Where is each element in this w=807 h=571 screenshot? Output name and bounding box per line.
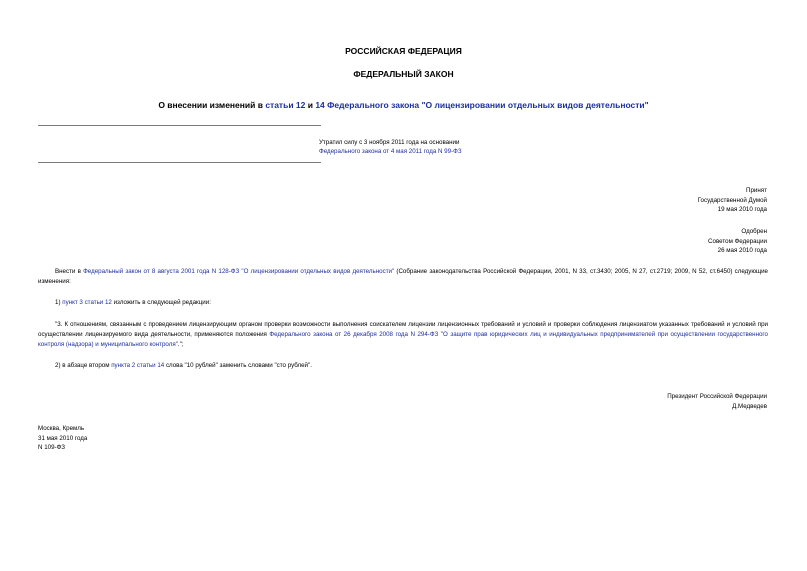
item-1-text: изложить в следующей редакции:: [111, 299, 211, 306]
top-divider: [38, 125, 321, 126]
country-heading: РОССИЙСКАЯ ФЕДЕРАЦИЯ: [345, 46, 462, 56]
doc-type-heading: ФЕДЕРАЛЬНЫЙ ЗАКОН: [353, 69, 454, 79]
repeal-notice: [319, 138, 462, 156]
adopted-label: Принят: [746, 187, 767, 194]
item-1-link[interactable]: пункт 3 статьи 12: [62, 299, 112, 306]
item-2-paragraph: [38, 361, 768, 371]
intro-suffix-text: (Собрание законодательства Российской Федерации, 2001, N 33, ст.3430; 2005, N 27, ст.2719; 2009, N 52, ст.6450) следующие изменения:: [38, 268, 769, 285]
quote-law-link[interactable]: Федерального закона от 26 декабря 2008 года N 294-ФЗ "О защите прав юридических лиц и индивидуальных предпринимателей при осуществлении государственного контроля (надзора) и муниципального контроля": [38, 330, 768, 348]
quote-paragraph: [38, 320, 768, 349]
title-link-article-14[interactable]: 14 Федерального закона "О лицензировании отдельных видов деятельности": [315, 100, 649, 110]
item-2-suffix: слова "10 рублей" заменить словами "сто рублей".: [164, 362, 312, 369]
title-text-1: О внесении изменений в: [158, 100, 266, 110]
approved-label: Одобрен: [741, 228, 767, 235]
signature-name: Д.Медведев: [732, 402, 767, 410]
approved-block: [708, 227, 767, 256]
item-1-number: 1): [55, 299, 63, 306]
approved-date: 26 мая 2010 года: [717, 247, 767, 255]
item-2-link[interactable]: пункта 2 статьи 14: [111, 362, 165, 369]
repeal-notice-line: Утратил силу с 3 ноября 2011 года на основании: [319, 139, 460, 146]
approved-body: Советом Федерации: [708, 237, 767, 245]
signature-position: Президент Российской Федерации: [667, 393, 767, 400]
place-city: Москва, Кремль: [38, 425, 85, 432]
adopted-body: Государственной Думой: [697, 196, 767, 204]
intro-law-link[interactable]: Федеральный закон от 8 августа 2001 года N 128-ФЗ "О лицензировании отдельных видов деятельности": [83, 268, 395, 275]
quote-text: "3. К отношениям, связанным с проведением лицензирующим органом проверки возможности выполнения соискателем лицензии лицензионных требований и условий и проверки соблюдения лицензиатом указанных требований и условий при осуществлении лицензируемого вида деятельности, применяются положения: [38, 321, 768, 338]
title-text-2: и: [305, 100, 316, 110]
place-date-block: [38, 424, 87, 453]
title-link-article-12[interactable]: статьи 12: [265, 100, 306, 110]
repeal-notice-link[interactable]: Федерального закона от 4 мая 2011 года N 99-ФЗ: [319, 148, 462, 155]
bottom-divider: [38, 162, 321, 163]
law-title: [0, 100, 807, 110]
item-2-text: 2) в абзаце втором: [55, 362, 112, 369]
signature-block: [667, 392, 767, 411]
item-1-paragraph: [38, 298, 768, 308]
adopted-block: [698, 186, 767, 215]
intro-text: Внести в: [55, 268, 84, 275]
law-number: N 109-ФЗ: [38, 444, 66, 452]
adopted-date: 19 мая 2010 года: [717, 206, 767, 214]
intro-paragraph: [38, 267, 768, 287]
place-date: 31 мая 2010 года: [38, 434, 88, 442]
quote-end: .";: [177, 340, 184, 348]
